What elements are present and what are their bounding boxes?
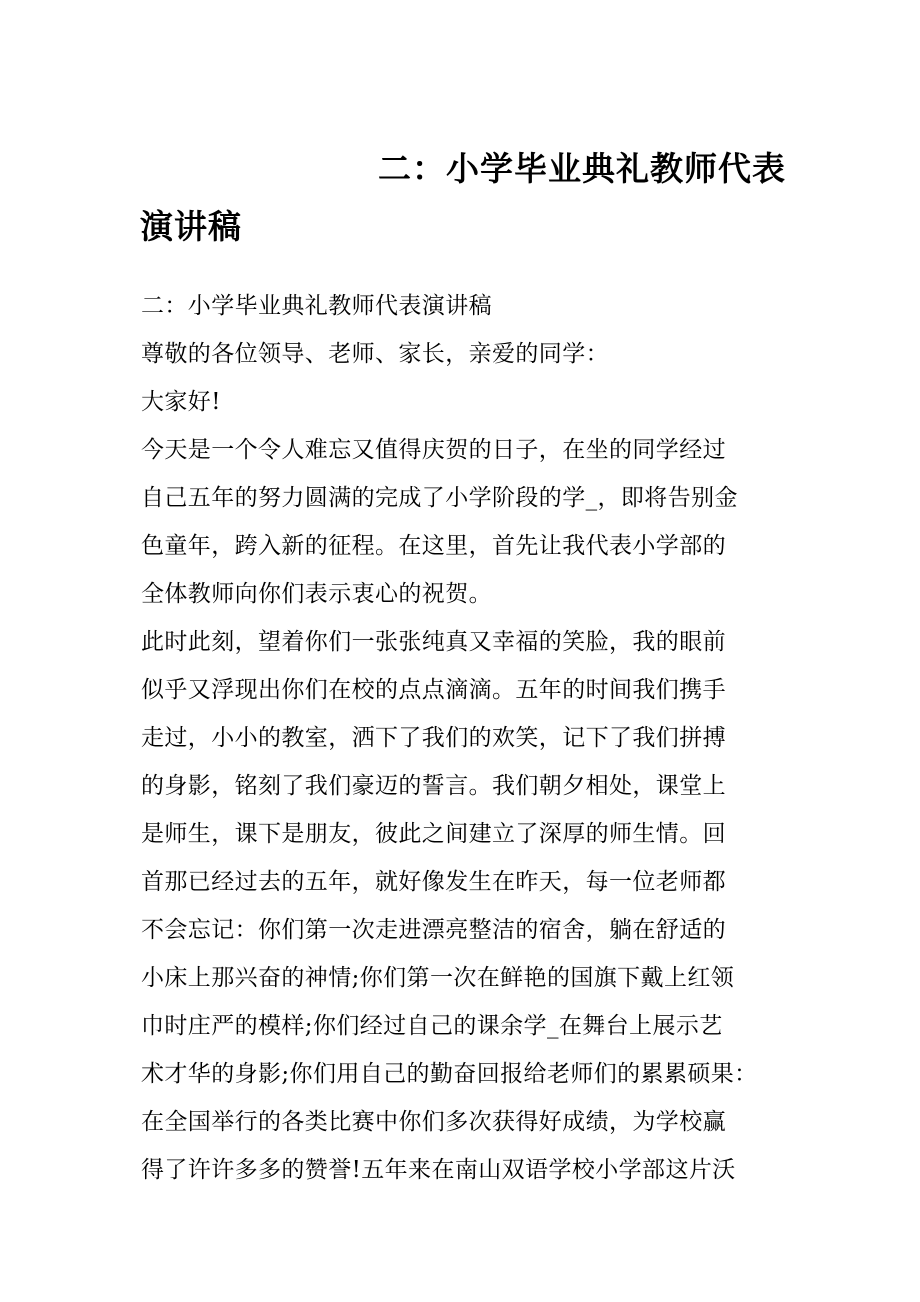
body-line: 走过，小小的教室，洒下了我们的欢笑，记下了我们拼搏 bbox=[141, 725, 726, 751]
body-line: 此时此刻，望着你们一张张纯真又幸福的笑脸，我的眼前 bbox=[141, 629, 726, 655]
body-line: 全体教师向你们表示衷心的祝贺。 bbox=[141, 581, 492, 607]
body-line: 不会忘记：你们第一次走进漂亮整洁的宿舍，躺在舒适的 bbox=[141, 917, 726, 943]
body-line: 的身影，铭刻了我们豪迈的誓言。我们朝夕相处，课堂上 bbox=[141, 773, 726, 799]
body-line: 今天是一个令人难忘又值得庆贺的日子，在坐的同学经过 bbox=[141, 437, 726, 463]
body-line: 自己五年的努力圆满的完成了小学阶段的学_，即将告别金 bbox=[141, 485, 738, 511]
body-line: 术才华的身影;你们用自己的勤奋回报给老师们的累累硕果： bbox=[141, 1061, 758, 1087]
body-line: 二：小学毕业典礼教师代表演讲稿 bbox=[141, 293, 492, 319]
body-line: 色童年，跨入新的征程。在这里，首先让我代表小学部的 bbox=[141, 533, 726, 559]
body-line: 大家好! bbox=[141, 389, 221, 415]
document-body bbox=[141, 282, 801, 1194]
body-line: 小床上那兴奋的神情;你们第一次在鲜艳的国旗下戴上红领 bbox=[141, 965, 735, 991]
body-line: 似乎又浮现出你们在校的点点滴滴。五年的时间我们携手 bbox=[141, 677, 726, 703]
body-line: 尊敬的各位领导、老师、家长，亲爱的同学： bbox=[141, 341, 609, 367]
body-line: 首那已经过去的五年，就好像发生在昨天，每一位老师都 bbox=[141, 869, 726, 895]
body-line: 是师生，课下是朋友，彼此之间建立了深厚的师生情。回 bbox=[141, 821, 726, 847]
body-line: 得了许许多多的赞誉!五年来在南山双语学校小学部这片沃 bbox=[141, 1157, 736, 1183]
document-title: 二：小学毕业典礼教师代表演讲稿 bbox=[140, 149, 786, 246]
body-line: 巾时庄严的模样;你们经过自己的课余学_在舞台上展示艺 bbox=[141, 1013, 723, 1039]
body-line: 在全国举行的各类比赛中你们多次获得好成绩，为学校赢 bbox=[141, 1109, 726, 1135]
